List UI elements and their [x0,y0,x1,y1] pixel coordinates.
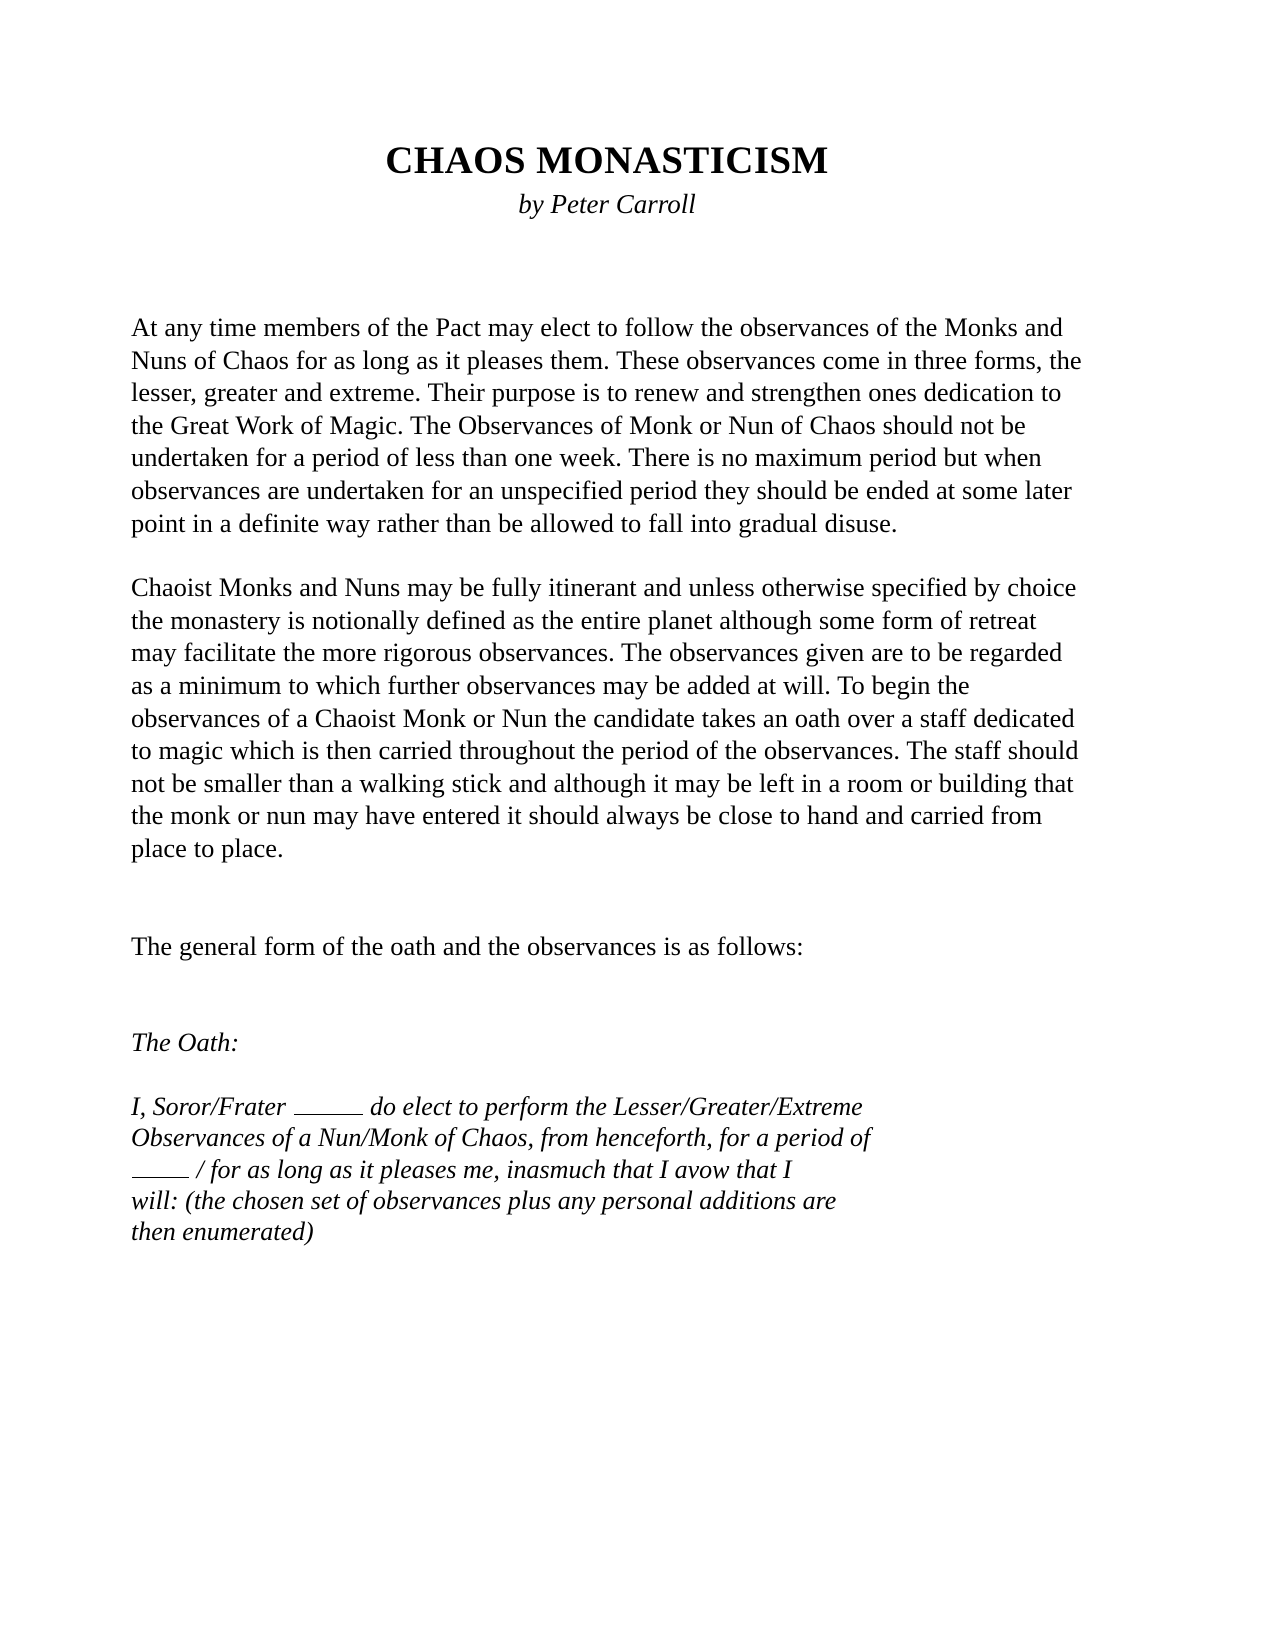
oath-line-4: will: (the chosen set of observances plus any personal additions are [131,1185,837,1215]
oath-line-1-suffix: do elect to perform the Lesser/Greater/Extreme [363,1091,863,1121]
page-content [131,0,1083,1247]
body-paragraph-2: Chaoist Monks and Nuns may be fully itinerant and unless otherwise specified by choice the monastery is notionally defined as the entire planet although some form of retreat may facilitate the more rigorous observances. The observances given are to be regarded as a minimum to which further observances may be added at will. To begin the observances of a Chaoist Monk or Nun the candidate takes an oath over a staff dedicated to magic which is then carried throughout the period of the observances. The staff should not be smaller than a walking stick and although it may be left in a room or building that the monk or nun may have entered it should always be close to hand and carried from place to place. [131,572,1079,863]
oath-line-1 [131,1090,951,1122]
oath-name-blank [294,1090,363,1115]
oath-line-5: then enumerated) [131,1216,314,1246]
oath-period-blank [132,1153,189,1178]
oath-lead-in-line: The general form of the oath and the observances is as follows: [131,930,804,961]
oath-line-3 [131,1153,951,1185]
oath-line-3-suffix: / for as long as it pleases me, inasmuch that I avow that I [190,1154,792,1184]
oath-heading: The Oath: [131,1027,240,1058]
author-byline: by Peter Carroll [518,189,696,219]
oath-text-block [131,1090,951,1247]
page-title: CHAOS MONASTICISM [385,139,829,182]
oath-line-1-prefix: I, Soror/Frater [131,1091,293,1121]
oath-line-2: Observances of a Nun/Monk of Chaos, from henceforth, for a period of [131,1122,871,1152]
body-paragraph-1: At any time members of the Pact may elect to follow the observances of the Monks and Nuns of Chaos for as long as it pleases them. These observances come in three forms, the lesser, greater and extreme. Their purpose is to renew and strengthen ones dedication to the Great Work of Magic. The Observances of Monk or Nun of Chaos should not be undertaken for a period of less than one week. There is no maximum period but when observances are undertaken for an unspecified period they should be ended at some later point in a definite way rather than be allowed to fall into gradual disuse. [131,312,1082,538]
